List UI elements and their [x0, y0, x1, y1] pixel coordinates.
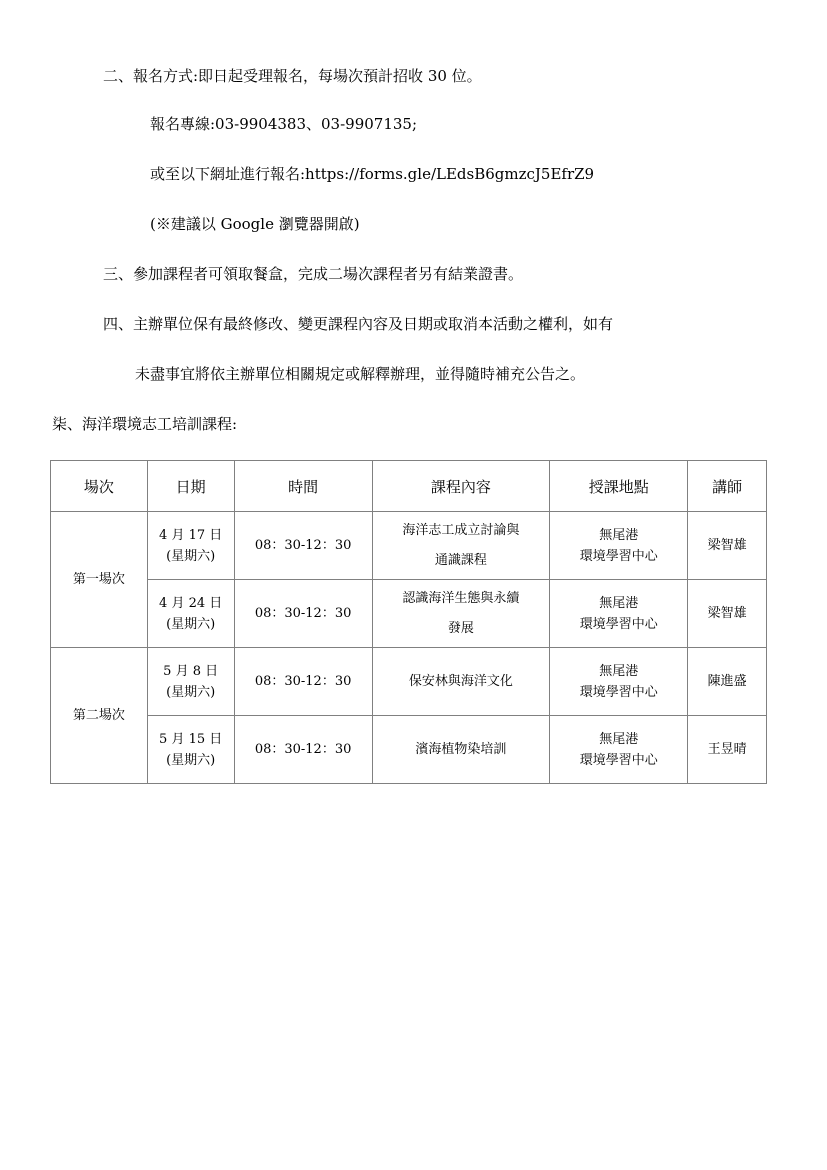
location-line: 環境學習中心	[579, 752, 658, 768]
weekday: (星期六)	[166, 548, 216, 564]
table-row	[51, 716, 767, 784]
time-cell: 08：30-12：30	[234, 580, 372, 648]
location-line: 無尾港	[599, 527, 639, 543]
table-row	[51, 580, 767, 648]
location-cell	[550, 580, 688, 648]
time-cell: 08：30-12：30	[234, 648, 372, 716]
header-location: 授課地點	[550, 461, 688, 512]
content-line: 海洋志工成立討論與	[402, 522, 520, 538]
browser-note: (※建議以 Google 瀏覽器開啟)	[150, 215, 360, 233]
rights-statement-line-2: 未盡事宜將依主辦單位相關規定或解釋辦理，並得隨時補充公告之。	[135, 365, 586, 383]
session-name: 第一場次	[51, 512, 148, 648]
content-line: 保安林與海洋文化	[408, 674, 513, 689]
header-content: 課程內容	[372, 461, 549, 512]
header-teacher: 講師	[688, 461, 767, 512]
weekday: (星期六)	[166, 616, 216, 632]
weekday: (星期六)	[166, 684, 216, 700]
weekday: (星期六)	[166, 752, 216, 768]
content-line: 發展	[447, 620, 474, 636]
time-cell: 08：30-12：30	[234, 512, 372, 580]
content-line: 濱海植物染培訓	[415, 742, 507, 757]
date: 5 月 8 日	[163, 663, 219, 679]
content-cell	[372, 648, 549, 716]
content-cell	[372, 512, 549, 580]
date-cell	[147, 648, 234, 716]
location-line: 無尾港	[599, 731, 639, 747]
teacher-cell: 梁智雄	[688, 512, 767, 580]
date-cell	[147, 716, 234, 784]
table-row	[51, 648, 767, 716]
meal-certificate-note: 三、參加課程者可領取餐盒，完成二場次課程者另有結業證書。	[103, 265, 524, 283]
location-line: 環境學習中心	[579, 684, 658, 700]
registration-phone: 報名專線:03-9904383、03-9907135;	[150, 115, 418, 133]
location-line: 無尾港	[599, 663, 639, 679]
location-cell	[550, 512, 688, 580]
table-row	[51, 512, 767, 580]
content-cell	[372, 580, 549, 648]
location-line: 無尾港	[599, 595, 639, 611]
course-schedule-table	[50, 460, 767, 784]
registration-method: 二、報名方式:即日起受理報名，每場次預計招收 30 位。	[103, 67, 482, 85]
header-time: 時間	[234, 461, 372, 512]
date: 4 月 17 日	[159, 527, 223, 543]
content-line: 認識海洋生態與永續	[402, 590, 520, 606]
location-line: 環境學習中心	[579, 616, 658, 632]
date: 4 月 24 日	[159, 595, 223, 611]
teacher-cell: 王昱晴	[688, 716, 767, 784]
rights-statement-line-1: 四、主辦單位保有最終修改、變更課程內容及日期或取消本活動之權利，如有	[103, 315, 614, 333]
location-cell	[550, 648, 688, 716]
header-session: 場次	[51, 461, 148, 512]
location-cell	[550, 716, 688, 784]
teacher-cell: 陳進盛	[688, 648, 767, 716]
date: 5 月 15 日	[159, 731, 223, 747]
date-cell	[147, 580, 234, 648]
table-header-row	[51, 461, 767, 512]
content-cell	[372, 716, 549, 784]
header-date: 日期	[147, 461, 234, 512]
registration-url: 或至以下網址進行報名:https://forms.gle/LEdsB6gmzcJ5EfrZ9	[150, 165, 595, 183]
teacher-cell: 梁智雄	[688, 580, 767, 648]
session-name: 第二場次	[51, 648, 148, 784]
content-line: 通識課程	[434, 552, 487, 568]
section-title: 柒、海洋環境志工培訓課程:	[52, 415, 238, 433]
date-cell	[147, 512, 234, 580]
location-line: 環境學習中心	[579, 548, 658, 564]
time-cell: 08：30-12：30	[234, 716, 372, 784]
